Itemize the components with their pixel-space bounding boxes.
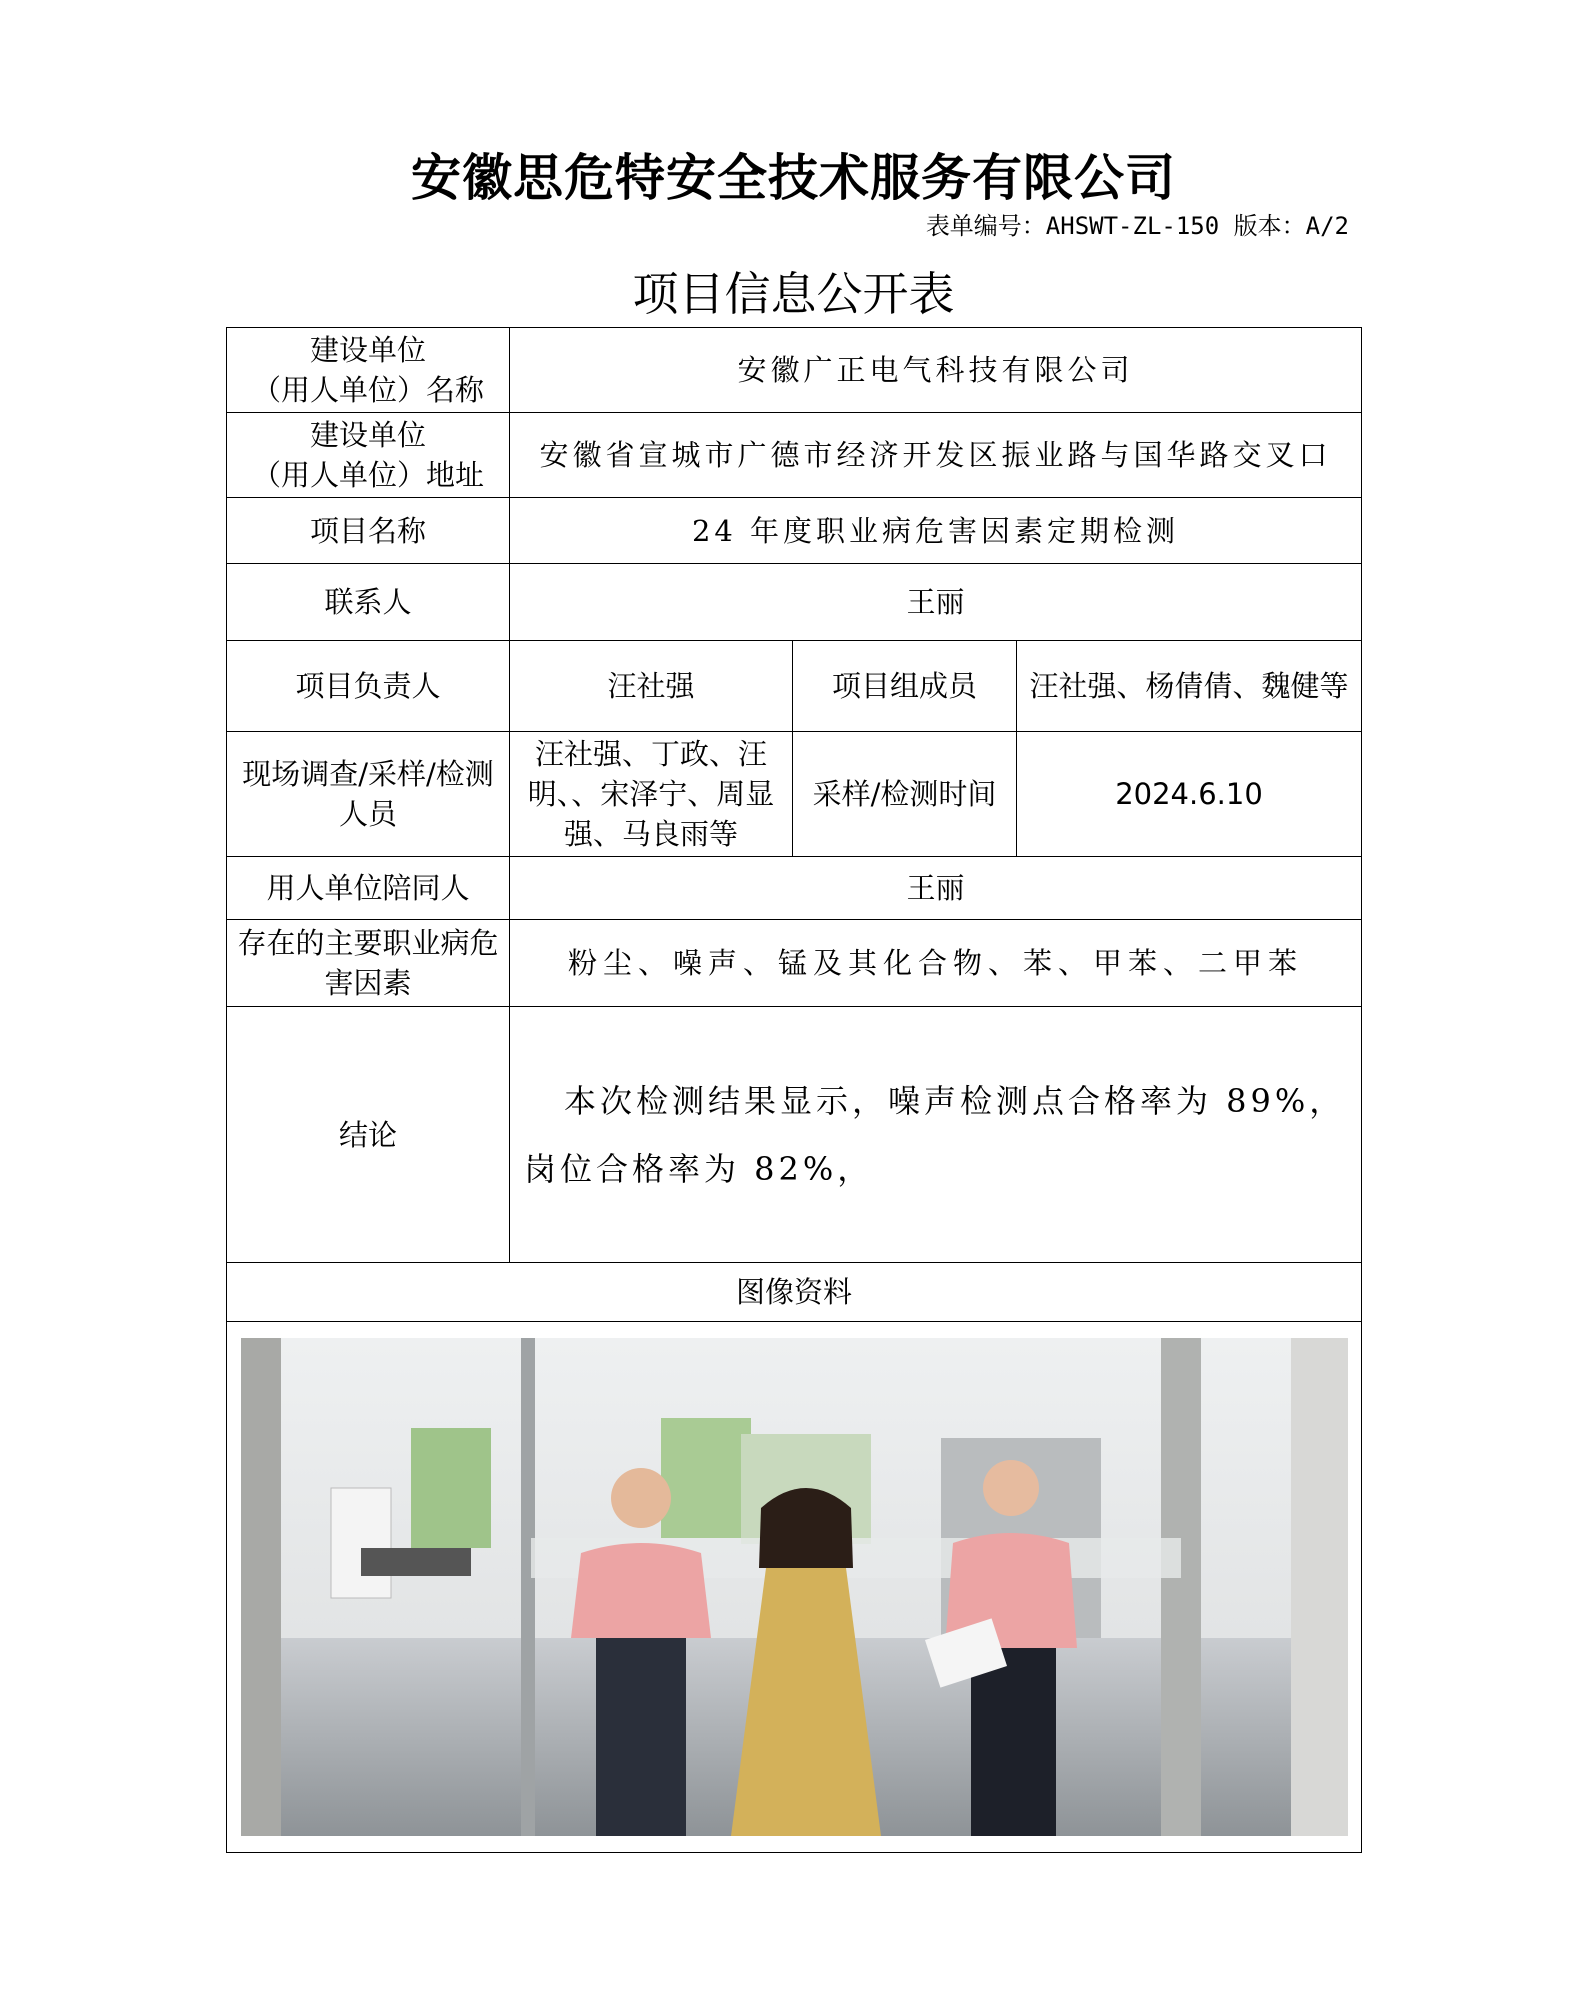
row-leader bbox=[227, 641, 1362, 732]
hazards-value: 粉尘、噪声、锰及其化合物、苯、甲苯、二甲苯 bbox=[510, 920, 1362, 1007]
conclusion-text: 本次检测结果显示，噪声检测点合格率为 89%，岗位合格率为 82%， bbox=[524, 1081, 1346, 1188]
row-images-header bbox=[227, 1263, 1362, 1322]
unit-name-label: 建设单位 （用人单位）名称 bbox=[227, 328, 510, 413]
images-label: 图像资料 bbox=[227, 1263, 1362, 1322]
escort-label: 用人单位陪同人 bbox=[227, 857, 510, 920]
survey-staff-label: 现场调查/采样/检测人员 bbox=[227, 732, 510, 857]
conclusion-label: 结论 bbox=[227, 1007, 510, 1263]
leader-label: 项目负责人 bbox=[227, 641, 510, 732]
unit-name-value: 安徽广正电气科技有限公司 bbox=[510, 328, 1362, 413]
sampling-time-value: 2024.6.10 bbox=[1017, 732, 1362, 857]
row-unit-address bbox=[227, 413, 1362, 498]
survey-staff-value: 汪社强、丁政、汪明、、宋泽宁、周显强、马良雨等 bbox=[510, 732, 793, 857]
project-info-table bbox=[226, 327, 1362, 1853]
hazards-label: 存在的主要职业病危害因素 bbox=[227, 920, 510, 1007]
row-photo bbox=[227, 1322, 1362, 1853]
members-label: 项目组成员 bbox=[793, 641, 1017, 732]
project-name-value: 24 年度职业病危害因素定期检测 bbox=[510, 498, 1362, 564]
members-value: 汪社强、杨倩倩、魏健等 bbox=[1017, 641, 1362, 732]
conclusion-value bbox=[510, 1007, 1362, 1263]
contact-value: 王丽 bbox=[510, 564, 1362, 641]
row-escort bbox=[227, 857, 1362, 920]
company-name: 安徽思危特安全技术服务有限公司 bbox=[411, 148, 1176, 207]
contact-label: 联系人 bbox=[227, 564, 510, 641]
row-contact bbox=[227, 564, 1362, 641]
project-name-label: 项目名称 bbox=[227, 498, 510, 564]
sampling-time-label: 采样/检测时间 bbox=[793, 732, 1017, 857]
row-hazards bbox=[227, 920, 1362, 1007]
photo-cell bbox=[227, 1322, 1362, 1853]
row-unit-name bbox=[227, 328, 1362, 413]
leader-value: 汪社强 bbox=[510, 641, 793, 732]
form-number: 表单编号：AHSWT-ZL-150 版本：A/2 bbox=[925, 212, 1349, 240]
escort-value: 王丽 bbox=[510, 857, 1362, 920]
site-photo bbox=[241, 1338, 1348, 1836]
site-photo-illustration bbox=[241, 1338, 1348, 1836]
unit-address-value: 安徽省宣城市广德市经济开发区振业路与国华路交叉口 bbox=[510, 413, 1362, 498]
document-title: 项目信息公开表 bbox=[632, 267, 955, 321]
unit-address-label: 建设单位 （用人单位）地址 bbox=[227, 413, 510, 498]
row-survey-staff bbox=[227, 732, 1362, 857]
row-conclusion bbox=[227, 1007, 1362, 1263]
row-project-name bbox=[227, 498, 1362, 564]
